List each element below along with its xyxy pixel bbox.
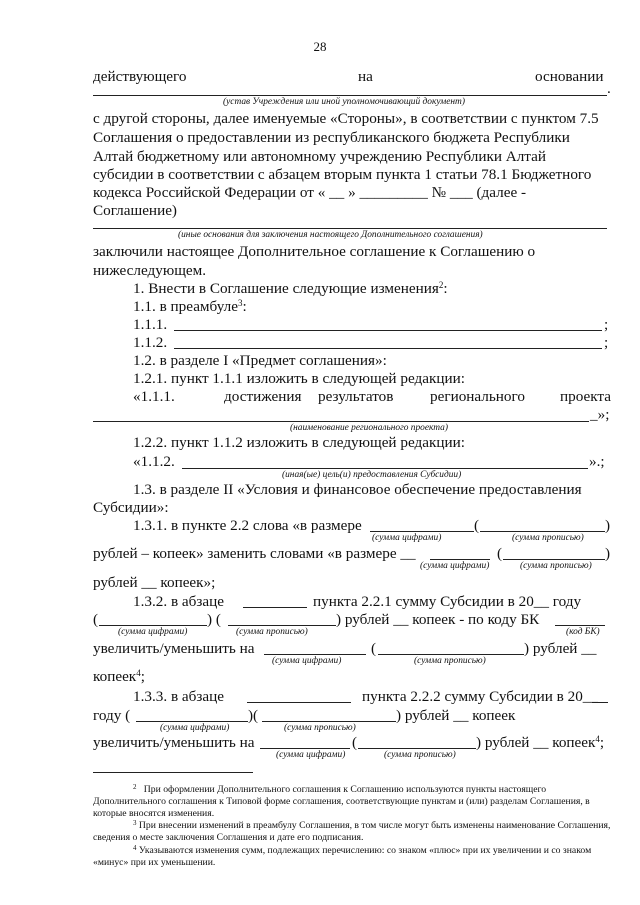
fill-line-other-goal xyxy=(182,468,588,469)
footnote-ref-4b: 4 xyxy=(595,734,600,744)
text-line-25: рублей __ копеек»; xyxy=(93,574,216,591)
text-line-13b: ; xyxy=(604,316,609,333)
text-line-12: 1.1. в преамбуле$^3$: xyxy=(133,298,247,315)
text-line-7: кодекса Российской Федерации от « __ » _________ № ___ (далее - xyxy=(93,184,527,201)
text-line-17a: «1.1.1. xyxy=(133,388,175,405)
fill-line-year-2 xyxy=(592,702,608,703)
caption-amount-digits-2: (сумма цифрами) xyxy=(420,561,490,571)
text-line-23b: ( xyxy=(474,517,480,534)
text-line-27b: ) ( xyxy=(207,611,221,628)
fill-line-amount-digits-3 xyxy=(99,625,207,626)
caption-amount-digits-3: (сумма цифрами) xyxy=(118,627,188,637)
text-line-16: 1.2.1. пункт 1.1.1 изложить в следующей редакции: xyxy=(133,370,465,387)
fill-line-amount-words-5 xyxy=(262,721,396,722)
text-line-17e: проекта xyxy=(560,388,611,405)
text-line-31c: ) рублей __ копеек xyxy=(396,707,516,724)
footnote-4-line-1: $^4$ Указываются изменения сумм, подлежащих перечислению: со знаком «плюс» при их увеличении и со знаком xyxy=(133,844,592,856)
footnote-mark-4: 4 xyxy=(133,844,137,852)
fill-line-amount-digits-2 xyxy=(430,559,490,560)
text-line-9: заключили настоящее Дополнительное соглашение к Соглашению о xyxy=(93,243,536,260)
text-line-31b: )( xyxy=(248,707,259,724)
text-line-24a: рублей – копеек» заменить словами «в размере __ xyxy=(93,545,416,562)
text-line-28a: увеличить/уменьшить на xyxy=(93,640,255,657)
fill-line-1-1-2 xyxy=(174,348,602,349)
footnote-4-line-2: «минус» при их уменьшении. xyxy=(93,857,216,868)
text-line-8: Соглашение) xyxy=(93,202,177,219)
caption-other-goal: (иная(ые) цель(и) предоставления Субсидии) xyxy=(282,470,462,480)
text-line-14b: ; xyxy=(604,334,609,351)
fill-line-budget-code xyxy=(555,625,605,626)
fill-line-paragraph-1 xyxy=(243,607,307,608)
text-line-17d: регионального xyxy=(430,388,525,405)
footnote-ref-4a: 4 xyxy=(136,668,141,678)
text-line-32b: ( xyxy=(352,734,358,751)
text-line-11: 1. Внести в Соглашение следующие изменения$^2$: xyxy=(133,280,448,297)
footnote-3-line-1: $^3$ При внесении изменений в преамбулу Соглашения, в том числе могут быть изменены наименование Соглашения, xyxy=(133,819,611,831)
text-line-4: Соглашения о предоставлении из республиканского бюджета Республики xyxy=(93,129,570,146)
fill-line-1-1-1 xyxy=(174,330,602,331)
text-line-17b: достижения xyxy=(224,388,302,405)
text-line-28b: ( xyxy=(371,640,377,657)
caption-amount-words-1: (сумма прописью) xyxy=(512,533,584,543)
text-line-23c: ) xyxy=(605,517,611,534)
fill-line-amount-words-2 xyxy=(503,559,605,560)
caption-amount-digits-4: (сумма цифрами) xyxy=(272,656,342,666)
text-line-2-dot: . xyxy=(607,80,611,97)
fill-line-amount-words-4 xyxy=(378,654,524,655)
footnote-ref-2: 2 xyxy=(438,280,444,290)
text-line-32a: увеличить/уменьшить на xyxy=(93,734,255,751)
fill-line-regional-project xyxy=(93,421,589,422)
text-line-27c: ) рублей __ копеек - по коду БК xyxy=(336,611,540,628)
footnote-2-line-2: Дополнительного соглашения к Типовой форме соглашения, соответствующие пунктам и (или) разделам Соглашения, в xyxy=(93,796,590,807)
text-line-27a: ( xyxy=(93,611,99,628)
caption-amount-words-5: (сумма прописью) xyxy=(284,723,356,733)
text-line-26a: 1.3.2. в абзаце xyxy=(133,593,225,610)
footnote-2-line-3: которые вносятся изменения. xyxy=(93,808,215,819)
text-line-15: 1.2. в разделе I «Предмет соглашения»: xyxy=(133,352,387,369)
text-line-3: с другой стороны, далее именуемые «Стороны», в соответствии с пунктом 7.5 xyxy=(93,110,599,127)
text-line-24c: ) xyxy=(605,545,611,562)
text-line-31a: году ( xyxy=(93,707,131,724)
caption-other-basis: (иные основания для заключения настоящего Дополнительного соглашения) xyxy=(178,230,483,240)
footnote-ref-3: 3 xyxy=(237,298,243,308)
text-line-29: копеек$^4$; xyxy=(93,668,145,685)
text-line-20a: «1.1.2. xyxy=(133,453,175,470)
text-line-24b: ( xyxy=(497,545,503,562)
text-line-22: Субсидии»: xyxy=(93,499,169,516)
caption-amount-words-4: (сумма прописью) xyxy=(414,656,486,666)
text-line-21: 1.3. в разделе II «Условия и финансовое обеспечение предоставления xyxy=(133,481,582,498)
fill-line-amount-digits-4 xyxy=(264,654,366,655)
text-line-23a: 1.3.1. в пункте 2.2 слова «в размере xyxy=(133,517,362,534)
text-line-20b: ».; xyxy=(589,453,605,470)
text-line-26b: пункта 2.2.1 сумму Субсидии в 20__ году xyxy=(313,593,582,610)
text-line-30a: 1.3.3. в абзаце xyxy=(133,688,225,705)
caption-regional-project: (наименование регионального проекта) xyxy=(290,423,448,433)
text-line-14a: 1.1.2. xyxy=(133,334,168,351)
fill-line-amount-digits-6 xyxy=(260,748,350,749)
fill-line-amount-words-6 xyxy=(358,748,476,749)
fill-line-amount-digits-1 xyxy=(370,531,474,532)
fill-line-amount-words-3 xyxy=(228,625,336,626)
fill-line-amount-words-1 xyxy=(480,531,605,532)
text-line-1c: основании xyxy=(535,68,604,85)
footnote-mark-2: 2 xyxy=(133,783,137,791)
caption-amount-words-2: (сумма прописью) xyxy=(520,561,592,571)
fill-line-other-basis xyxy=(93,228,607,229)
text-line-19: 1.2.2. пункт 1.1.2 изложить в следующей редакции: xyxy=(133,434,465,451)
text-line-32c: ) рублей __ копеек$^4$; xyxy=(476,734,605,751)
text-line-1a: действующего xyxy=(93,68,187,85)
footnote-separator xyxy=(93,772,253,773)
fill-line-paragraph-2 xyxy=(247,702,351,703)
text-line-30b: пункта 2.2.2 сумму Субсидии в 20__ xyxy=(362,688,598,705)
caption-amount-words-3: (сумма прописью) xyxy=(236,627,308,637)
text-line-1b: на xyxy=(358,68,373,85)
text-line-13a: 1.1.1. xyxy=(133,316,168,333)
text-line-6: субсидии в соответствии с абзацем вторым пункта 1 статьи 78.1 Бюджетного xyxy=(93,166,592,183)
fill-line-amount-digits-5 xyxy=(136,721,248,722)
text-line-18-end: _»; xyxy=(590,406,610,423)
caption-budget-code: (код БК) xyxy=(566,627,600,637)
caption-charter: (устав Учреждения или иной уполномочивающий документ) xyxy=(223,97,465,107)
text-line-10: нижеследующем. xyxy=(93,262,207,279)
caption-amount-digits-5: (сумма цифрами) xyxy=(160,723,230,733)
caption-amount-digits-1: (сумма цифрами) xyxy=(372,533,442,543)
caption-amount-digits-6: (сумма цифрами) xyxy=(276,750,346,760)
text-line-28c: ) рублей __ xyxy=(524,640,597,657)
caption-amount-words-6: (сумма прописью) xyxy=(384,750,456,760)
footnote-2-line-1: $^2$ При оформлении Дополнительного соглашения к Соглашению используются пункты настоящего xyxy=(133,783,547,795)
fill-line-basis xyxy=(93,95,607,96)
footnote-3-line-2: сведения о месте заключения Соглашения и дате его подписания. xyxy=(93,832,364,843)
text-line-17c: результатов xyxy=(318,388,394,405)
page-number: 28 xyxy=(313,39,327,54)
text-line-5: Алтай бюджетному или автономному учреждению Республики Алтай xyxy=(93,148,546,165)
footnote-mark-3: 3 xyxy=(133,819,137,827)
